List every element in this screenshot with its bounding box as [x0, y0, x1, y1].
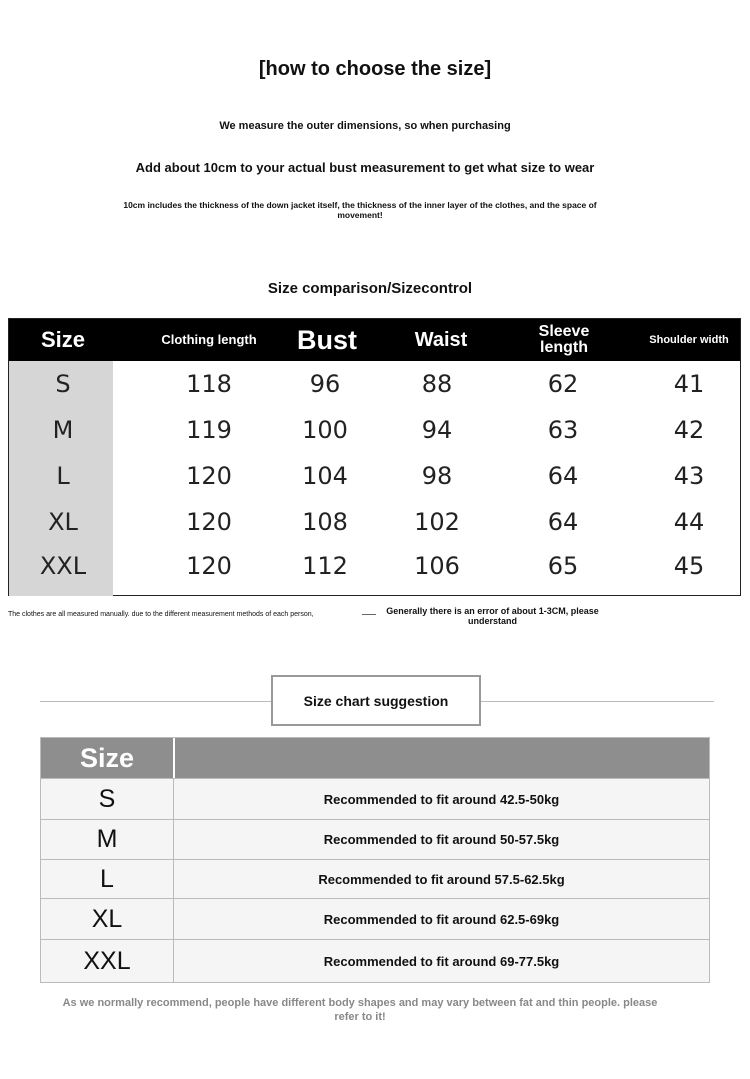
cell-size: M — [96, 825, 118, 853]
cell-clothing-length: 120 — [186, 462, 232, 490]
cell-size: L — [100, 864, 114, 893]
cell-sleeve-length: 62 — [547, 370, 579, 398]
table-row — [41, 778, 709, 819]
cell-size: S — [55, 370, 71, 398]
cell-sleeve-length: 64 — [547, 508, 579, 536]
intro-line-2: Add about 10cm to your actual bust measurement to get what size to wear — [135, 160, 595, 175]
cell-bust: 100 — [302, 416, 348, 444]
cell-recommendation: Recommended to fit around 62.5-69kg — [323, 911, 560, 927]
note-divider — [362, 614, 376, 615]
size-comparison-table — [8, 318, 741, 596]
cell-size: L — [56, 462, 70, 490]
page-title: [how to choose the size] — [258, 58, 492, 80]
cell-waist: 102 — [414, 508, 460, 536]
cell-bust: 112 — [302, 552, 348, 580]
cell-shoulder-width: 45 — [673, 552, 705, 580]
table-row — [9, 361, 740, 407]
header-sleeve-length: Sleeve length — [538, 323, 590, 356]
cell-sleeve-length: 63 — [547, 416, 579, 444]
header-size: Size — [40, 327, 86, 352]
table-row — [41, 859, 709, 898]
cell-clothing-length: 120 — [186, 508, 232, 536]
header-waist: Waist — [414, 329, 468, 351]
cell-waist: 106 — [414, 552, 460, 580]
cell-size: XL — [91, 904, 123, 933]
cell-bust: 96 — [309, 370, 341, 398]
cell-recommendation: Recommended to fit around 50-57.5kg — [323, 832, 560, 847]
comparison-title: Size comparison/Sizecontrol — [267, 280, 473, 297]
table-row — [41, 819, 709, 859]
header-bust: Bust — [297, 325, 357, 355]
cell-recommendation: Recommended to fit around 69-77.5kg — [323, 953, 560, 969]
footer-note: As we normally recommend, people have different body shapes and may vary between fat and thin people. please refer to it! — [62, 997, 658, 1023]
table-row — [9, 407, 740, 453]
table-row — [41, 898, 709, 939]
cell-recommendation: Recommended to fit around 42.5-50kg — [323, 791, 560, 807]
cell-waist: 98 — [421, 462, 453, 490]
table-row — [41, 939, 709, 982]
cell-shoulder-width: 42 — [673, 416, 705, 444]
cell-waist: 88 — [421, 370, 453, 398]
size-chart-label: Size chart suggestion — [271, 675, 481, 726]
intro-line-1: We measure the outer dimensions, so when purchasing — [219, 120, 511, 132]
header-clothing-length: Clothing length — [161, 332, 257, 347]
divider-right — [480, 701, 714, 702]
divider-left — [40, 701, 272, 702]
table-header — [41, 738, 709, 778]
cell-size: S — [98, 784, 116, 813]
cell-shoulder-width: 44 — [673, 508, 705, 536]
header-shoulder-width: Shoulder width — [649, 334, 729, 346]
cell-shoulder-width: 43 — [673, 462, 705, 490]
size-suggestion-table — [40, 737, 710, 983]
table-header — [9, 319, 740, 361]
measurement-note: The clothes are all measured manually. due to the different measurement methods of each person, — [8, 611, 314, 618]
cell-size: M — [52, 416, 74, 444]
cell-bust: 108 — [302, 508, 348, 536]
cell-size: XL — [48, 508, 78, 536]
error-note: Generally there is an error of about 1-3CM, please understand — [386, 606, 599, 626]
cell-waist: 94 — [421, 416, 453, 444]
cell-size: XXL — [39, 552, 87, 580]
cell-clothing-length: 119 — [186, 416, 232, 444]
cell-clothing-length: 120 — [186, 552, 232, 580]
cell-size: XXL — [83, 946, 131, 975]
header-separator — [173, 738, 175, 778]
cell-recommendation: Recommended to fit around 57.5-62.5kg — [318, 871, 565, 887]
table-row — [9, 543, 740, 589]
cell-clothing-length: 118 — [186, 370, 232, 398]
table-row — [9, 453, 740, 499]
cell-sleeve-length: 65 — [547, 552, 579, 580]
header-size: Size — [79, 742, 135, 773]
intro-line-3: 10cm includes the thickness of the down jacket itself, the thickness of the inner layer of the clothes, and the space of movement! — [123, 200, 597, 220]
cell-sleeve-length: 64 — [547, 462, 579, 490]
cell-bust: 104 — [302, 462, 348, 490]
table-row — [9, 499, 740, 545]
cell-shoulder-width: 41 — [673, 370, 705, 398]
